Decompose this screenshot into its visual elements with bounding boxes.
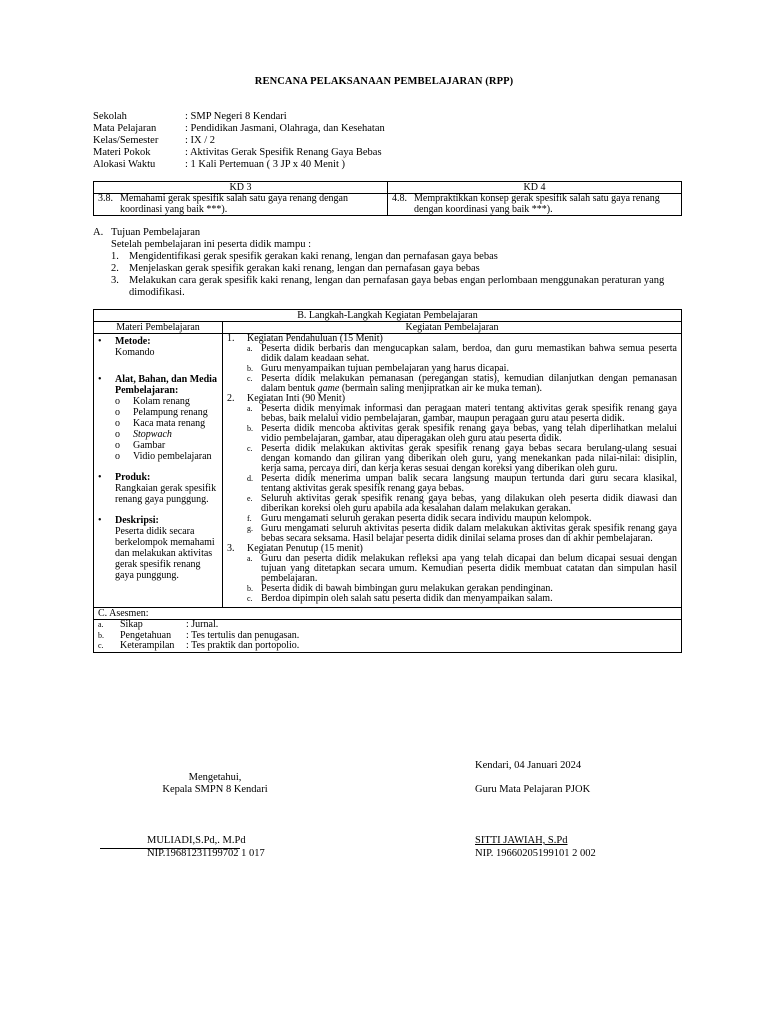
kd4-cell [388,194,682,216]
kd3-text: Memahami gerak spesifik salah satu gaya renang dengan koordinasi yang baik ***). [120,193,348,215]
step-item-text: Peserta didik berbaris dan mengucapkan salam, berdoa, dan guru memastikan bahwa semua peserta didik dalam keadaan sehat. [261,343,677,364]
step-item-text: Seluruh aktivitas gerak spesifik renang gaya bebas, yang dilakukan oleh peserta didik diawasi dan diberikan koreksi oleh guru apabila ada kesalahan dalam melakukan gerakan. [261,493,677,514]
document-title: RENCANA PELAKSANAAN PEMBELAJARAN (RPP) [254,76,514,87]
asesmen-kind: Sikap [120,619,143,630]
tujuan-item-text: Melakukan cara gerak spesifik kaki renang, lengan dan pernafasan gaya bebas engan perlombaan menggunakan peraturan yang dimodifikasi. [129,275,665,298]
kepala-sekolah-name: MULIADI,S.Pd,. M.Pd [147,835,246,846]
step-item-text-emphasis: game [317,383,340,394]
tujuan-heading: Tujuan Pembelajaran [111,227,201,238]
tujuan-item [93,251,683,263]
step-item-text-part: (bermain saling menjipratkan air ke muka teman). [339,383,543,394]
materi-column-header: Materi Pembelajaran [94,322,223,334]
step-item-text: Peserta didik menerima umpan balik secara langsung maupun tertunda dari guru secara klasikal, tentang aktivitas gerak spesifik renang gaya bebas. [261,473,677,494]
kepala-sekolah-role: Kepala SMPN 8 Kendari [162,784,268,795]
alat-bullet: o [115,429,120,440]
kegiatan-column-header: Kegiatan Pembelajaran [223,322,682,334]
bullet-icon: • [98,515,102,526]
asesmen-value: : Tes praktik dan portopolio. [186,640,300,651]
step-item-letter: d. [247,474,253,483]
produk-value: Rangkaian gerak spesifik renang gaya punggung. [115,483,217,505]
step-item-letter: b. [247,424,253,433]
kd3-number: 3.8. [98,193,113,204]
identity-row [93,159,385,171]
step-item [227,554,677,584]
alat-item [115,440,218,451]
identity-row [93,111,385,123]
alat-item [115,407,218,418]
langkah-section-title: B. Langkah-Langkah Kegiatan Pembelajaran [94,310,682,322]
deskripsi-block [98,515,218,581]
step-item-letter: e. [247,494,253,503]
asesmen-letter: b. [98,630,104,640]
step-number: 1. [227,333,235,344]
bullet-icon: • [98,374,102,385]
step-number: 2. [227,393,235,404]
step-item-text: Guru menyampaikan tujuan pembelajaran yang harus dicapai. [261,363,509,374]
alat-item [115,418,218,429]
mengetahui-label: Mengetahui, [188,772,242,783]
bullet-icon: • [98,336,102,347]
metode-value: Komando [115,347,155,358]
alat-item [115,396,218,407]
step-item-letter: c. [247,374,253,383]
asesmen-kind: Keterampilan [120,640,175,651]
step-item-letter: b. [247,364,253,373]
step-item-text: Peserta didik melakukan aktivitas gerak spesifik renang gaya bebas secara berulang-ulang sesuai dengan komando dan giliran yang diberikan oleh guru, yang menekankan pada nilai-nilai: disiplin, kerja sama, percaya diri, dan kerja keras sesuai dengan koreksi yang diberikan oleh guru. [261,443,677,474]
kd4-number: 4.8. [392,193,407,204]
asesmen-title: C. Asesmen: [94,608,682,620]
produk-block [98,472,218,505]
tujuan-letter: A. [93,227,104,238]
alat-item-text: Gambar [133,440,166,451]
step-item-letter: b. [247,584,253,593]
place-date: Kendari, 04 Januari 2024 [475,760,582,771]
identity-block [93,111,385,171]
tujuan-item-number: 3. [111,275,119,286]
deskripsi-label: Deskripsi: [115,515,159,526]
step-item-letter: a. [247,344,253,353]
asesmen-value: : Jurnal. [186,619,219,630]
kegiatan-cell [223,334,682,608]
alat-label: Alat, Bahan, dan Media Pembelajaran: [115,374,217,396]
identity-value: : 1 Kali Pertemuan ( 3 JP x 40 Menit ) [185,159,346,170]
identity-label: Alokasi Waktu [93,159,156,170]
tujuan-list [93,251,683,299]
step-item-text: Guru mengamati seluruh gerakan peserta didik secara individu maupun kelompok. [261,513,592,524]
step-item-text: Peserta didik di bawah bimbingan guru melakukan gerakan pendinginan. [261,583,553,594]
step-title: Kegiatan Pendahuluan (15 Menit) [247,333,383,344]
tujuan-item-number: 2. [111,263,119,274]
materi-cell [94,334,223,608]
tujuan-section [93,227,683,299]
identity-value: : IX / 2 [185,135,216,146]
identity-row [93,147,385,159]
step-item-letter: f. [247,514,252,523]
guru-role: Guru Mata Pelajaran PJOK [475,784,591,795]
step-item-letter: g. [247,524,253,533]
asesmen-item [98,620,677,631]
metode-label: Metode: [115,336,151,347]
identity-value: : SMP Negeri 8 Kendari [185,111,287,122]
alat-bullet: o [115,451,120,462]
identity-label: Kelas/Semester [93,135,159,146]
asesmen-item [98,631,677,642]
step-number: 3. [227,543,235,554]
tujuan-item-text: Mengidentifikasi gerak spesifik gerakan kaki renang, lengan dan pernafasan gaya bebas [129,251,498,262]
metode-block [98,336,218,358]
alat-item-text: Kaca mata renang [133,418,206,429]
produk-label: Produk: [115,472,151,483]
alat-bullet: o [115,396,120,407]
step-item-text: Berdoa dipimpin oleh salah satu peserta didik dan menyampaikan salam. [261,593,553,604]
alat-item [115,451,218,462]
kd4-header: KD 4 [388,182,682,194]
step-item-letter: a. [247,404,253,413]
step-item-text: Peserta didik mencoba aktivitas gerak spesifik renang gaya bebas, yang telah diperlihatkan melalui vidio pembelajaran, gambar, atau diperagakan oleh guru atau peserta didik. [261,423,677,444]
kd4-text: Mempraktikkan konsep gerak spesifik salah satu gaya renang dengan koordinasi yang baik ***). [414,193,660,215]
step-item-letter: c. [247,444,253,453]
alat-bullet: o [115,407,120,418]
identity-row [93,135,385,147]
identity-label: Mata Pelajaran [93,123,157,134]
kd3-header: KD 3 [94,182,388,194]
step-item [227,494,677,514]
langkah-table [93,309,682,653]
step-item-text-part: Peserta didik melakukan pemanasan (peregangan statis), kemudian dilanjutkan dengan pemanasan dalam bentuk [261,373,677,394]
step-item [227,374,677,394]
step-item [227,524,677,544]
bullet-icon: • [98,472,102,483]
step-item-letter: a. [247,554,253,563]
identity-row [93,123,385,135]
asesmen-letter: a. [98,620,104,629]
asesmen-kind: Pengetahuan [120,629,172,641]
tujuan-item [93,263,683,275]
asesmen-letter: c. [98,641,104,650]
step-item-text: Guru dan peserta didik melakukan refleksi apa yang telah dicapai dan belum dicapai sesuai dengan tujuan yang ditetapkan secara umum. Kemudian peserta didik membuat catatan dan simpulan hasil pembelajaran. [261,553,677,584]
alat-bullet: o [115,418,120,429]
asesmen-item [98,641,677,652]
identity-label: Materi Pokok [93,147,151,158]
kepala-sekolah-nip: NIP.19681231199702 1 017 [147,848,265,859]
deskripsi-value: Peserta didik secara berkelompok memahami dan melakukan aktivitas gerak spesifik renang gaya punggung. [115,526,215,581]
step-item [227,594,677,604]
tujuan-item-text: Menjelaskan gerak spesifik gerakan kaki renang, lengan dan pernafasan gaya bebas [129,263,480,274]
step-item [227,424,677,444]
step-item-text [261,374,677,394]
asesmen-cell [94,620,682,653]
tujuan-item-number: 1. [111,251,119,262]
guru-name: SITTI JAWIAH, S.Pd [475,835,568,846]
step-item-letter: c. [247,594,253,603]
alat-item-text: Vidio pembelajaran [133,451,212,462]
alat-list [115,396,218,462]
alat-block [98,374,218,462]
kd-table [93,181,682,216]
step-item [227,444,677,474]
alat-item [115,429,218,440]
step-title: Kegiatan Penutup (15 menit) [247,543,363,554]
step-item-text: Peserta didik menyimak informasi dan peragaan materi tentang aktivitas gerak spesifik renang gaya bebas, baik melalui vidio pembelajaran, gambar, maupun peragaan guru atau peserta didik. [261,403,677,424]
tujuan-item [93,275,683,299]
alat-item-text: Stopwach [133,429,172,440]
asesmen-value: : Tes tertulis dan penugasan. [186,629,300,641]
identity-label: Sekolah [93,111,127,122]
mengetahui-block [145,772,285,796]
alat-item-text: Kolam renang [133,396,190,407]
identity-value: : Pendidikan Jasmani, Olahraga, dan Kesehatan [185,123,385,134]
kd3-cell [94,194,388,216]
step-item [227,404,677,424]
step-title: Kegiatan Inti (90 Menit) [247,393,346,404]
tujuan-intro: Setelah pembelajaran ini peserta didik mampu : [111,239,312,250]
alat-bullet: o [115,440,120,451]
identity-value: : Aktivitas Gerak Spesifik Renang Gaya Bebas [185,147,382,158]
step-item-text: Guru mengamati seluruh aktivitas peserta didik dalam melakukan aktivitas gerak spesifik renang gaya bebas secara seksama. Hasil belajar peserta didik dinilai selama proses dan di akhir pembelajaran. [261,523,677,544]
step-item [227,344,677,364]
alat-item-text: Pelampung renang [133,407,208,418]
guru-nip: NIP. 19660205199101 2 002 [475,848,596,859]
step-item [227,474,677,494]
